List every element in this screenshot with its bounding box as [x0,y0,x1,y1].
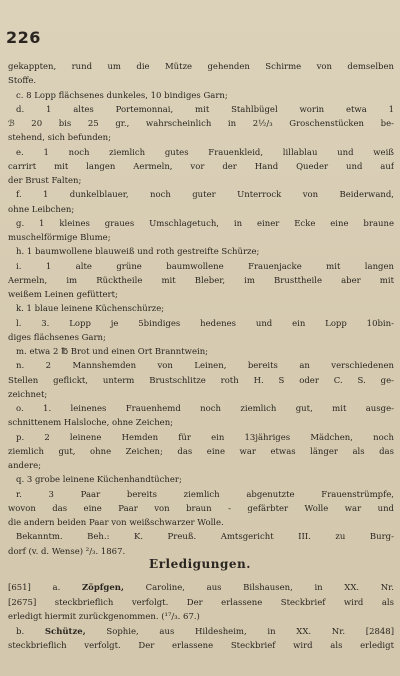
entry-a-line-1: [651] a. Zöpfgen, Caroline, aus Bilshausen, in XX. Nr. [8,583,394,593]
entry-b-line-2: steckbrieflich verfolgt. Der erlassene Steckbrief wird als erledigt [8,641,394,651]
item-line: stehend, sich befunden; [8,133,112,144]
entry-a-name: Zöpfgen, [81,583,124,593]
item-line: schnittenem Halsloche, ohne Zeichen; [8,418,174,429]
item-line: q. 3 grobe leinene Küchenhandtücher; [16,475,182,486]
item-line: p. 2 leinene Hemden für ein 13jähriges Mädchen, noch [16,432,394,443]
item-line: h. 1 baumwollene blauweiß und roth gestreifte Schürze; [16,247,260,258]
entry-a-line-2: [2675] steckbrieflich verfolgt. Der erlassene Steckbrief wird als [8,597,394,608]
item-line: d. 1 altes Portemonnai, mit Stahlbügel worin etwa 1 [16,104,394,115]
item-line: Stellen geflickt, unterm Brustschlitze roth H. S oder C. S. ge- [8,375,394,386]
item-line: weißem Leinen gefüttert; [8,290,118,300]
entry-b-line-1: b. Schütze, Sophie, aus Hildesheim, in XX. Nr. [2848] [16,626,394,637]
item-line: ohne Leibchen; [8,204,75,215]
item-line: zeichnet; [8,389,48,400]
item-line: m. etwa 2 ℔ Brot und einen Ort Branntwein; [16,347,209,357]
item-line: k. 1 blaue leinene Küchenschürze; [16,304,165,315]
item-line: Bekanntm. Beh.: K. Preuß. Amtsgericht III. zu Burg- [16,532,394,543]
item-line: der Brust Falten; [8,176,82,186]
item-line: i. 1 alte grüne baumwollene Frauenjacke mit langen [16,261,394,272]
item-line: carrirt mit langen Aermeln, vor der Hand Queder und auf [8,161,394,172]
item-line: r. 3 Paar bereits ziemlich abgenutzte Frauenstrümpfe, [16,489,394,500]
item-line: c. 8 Lopp flächsenes dunkeles, 10 bindiges Garn; [16,90,228,101]
item-line: n. 2 Mannshemden von Leinen, bereits an verschiedenen [16,361,394,372]
item-line: Stoffe. [8,76,37,87]
item-line: muschelförmige Blume; [8,233,111,243]
item-line: Aermeln, im Rücktheile mit Bleber, im Brusttheile aber mit [8,275,394,286]
item-line: die andern beiden Paar von weißschwarzer Wolle. [8,518,224,528]
item-line: o. 1. leinenes Frauenhemd noch ziemlich gut, mit ausge- [16,404,394,414]
item-line: l. 3. Lopp je 5bindiges hedenes und ein Lopp 10bin- [16,318,394,329]
item-line: ℬ 20 bis 25 gr., wahrscheinlich in 2½/₃ Groschenstücken be- [8,119,394,129]
item-line: g. 1 kleines graues Umschlagetuch, in einer Ecke eine braune [16,218,394,229]
item-line: wovon das eine Paar von braun - gefärbter Wolle war und [8,503,394,514]
item-line: f. 1 dunkelblauer, noch guter Unterrock von Beiderwand, [16,190,394,201]
section-heading: Erledigungen. [149,557,251,571]
item-line: diges flächsenes Garn; [8,332,106,343]
item-list [8,60,394,559]
entry-b-name: Schütze, [44,626,86,637]
item-line: ziemlich gut, ohne Zeichen; das eine war etwas länger als das [8,446,394,457]
page-number: 226 [6,28,41,47]
item-line: gekappten, rund um die Mütze gehenden Schirme von demselben [8,62,394,72]
item-line: dorf (v. d. Wense) ²/₃. 1867. [8,546,126,557]
entry-a-line-3: erledigt hiermit zurückgenommen. (¹⁷/₃. 67.) [8,612,200,622]
item-line: andere; [8,461,41,471]
item-line: e. 1 noch ziemlich gutes Frauenkleid, lillablau und weiß [16,147,394,158]
entry-list [8,581,394,654]
